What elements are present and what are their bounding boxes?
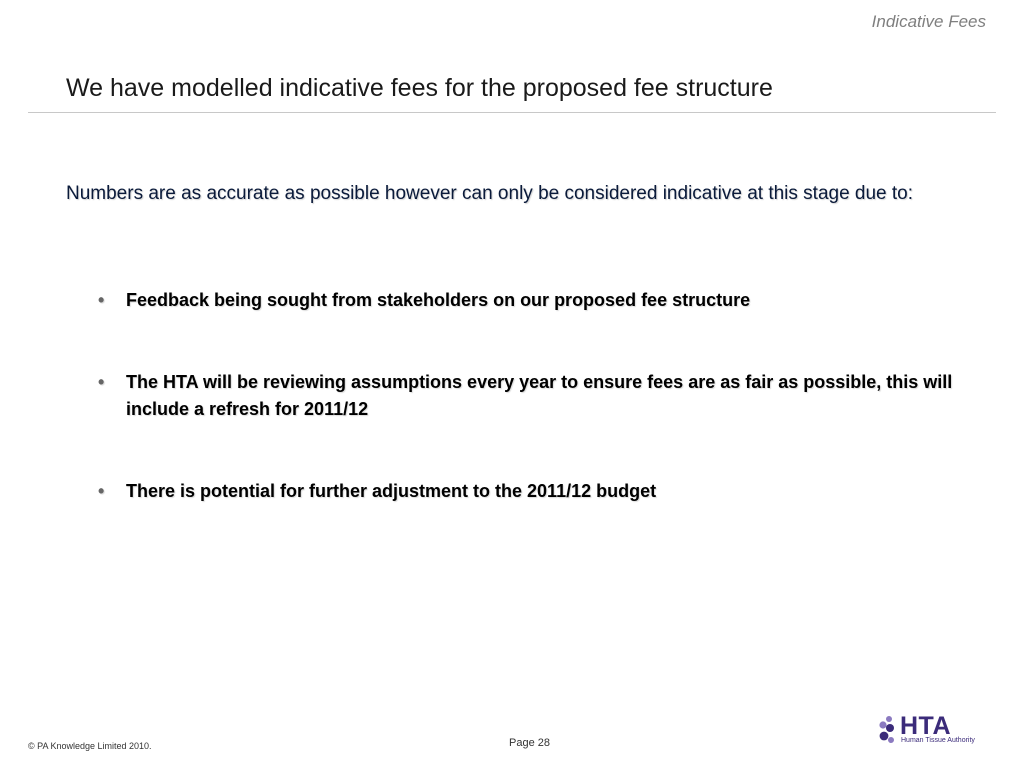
bullet-icon: • — [98, 290, 105, 310]
bullet-item — [98, 369, 988, 423]
hta-logo — [876, 712, 986, 748]
logo-dots-icon — [876, 712, 900, 748]
logo-subtitle: Human Tissue Authority — [901, 737, 975, 744]
bullet-text: Feedback being sought from stakeholders on our proposed fee structure — [126, 290, 751, 310]
logo-wordmark: HTA — [900, 712, 952, 740]
bullet-icon: • — [98, 372, 105, 392]
bullet-icon: • — [98, 481, 105, 501]
bullet-list — [98, 287, 988, 505]
page-number: Page 28 — [509, 737, 550, 749]
slide-title: We have modelled indicative fees for the proposed fee structure — [66, 74, 773, 102]
footer-copyright: © PA Knowledge Limited 2010. — [28, 741, 152, 751]
bullet-item — [98, 478, 988, 505]
bullet-text: There is potential for further adjustment to the 2011/12 budget — [126, 481, 657, 501]
intro-paragraph: Numbers are as accurate as possible however can only be considered indicative at this stage due to: — [66, 183, 914, 204]
bullet-text: The HTA will be reviewing assumptions every year to ensure fees are as fair as possible, this will include a refresh for 2011/12 — [126, 372, 953, 419]
bullet-item — [98, 287, 988, 314]
title-divider — [28, 112, 996, 113]
section-label: Indicative Fees — [871, 12, 986, 31]
